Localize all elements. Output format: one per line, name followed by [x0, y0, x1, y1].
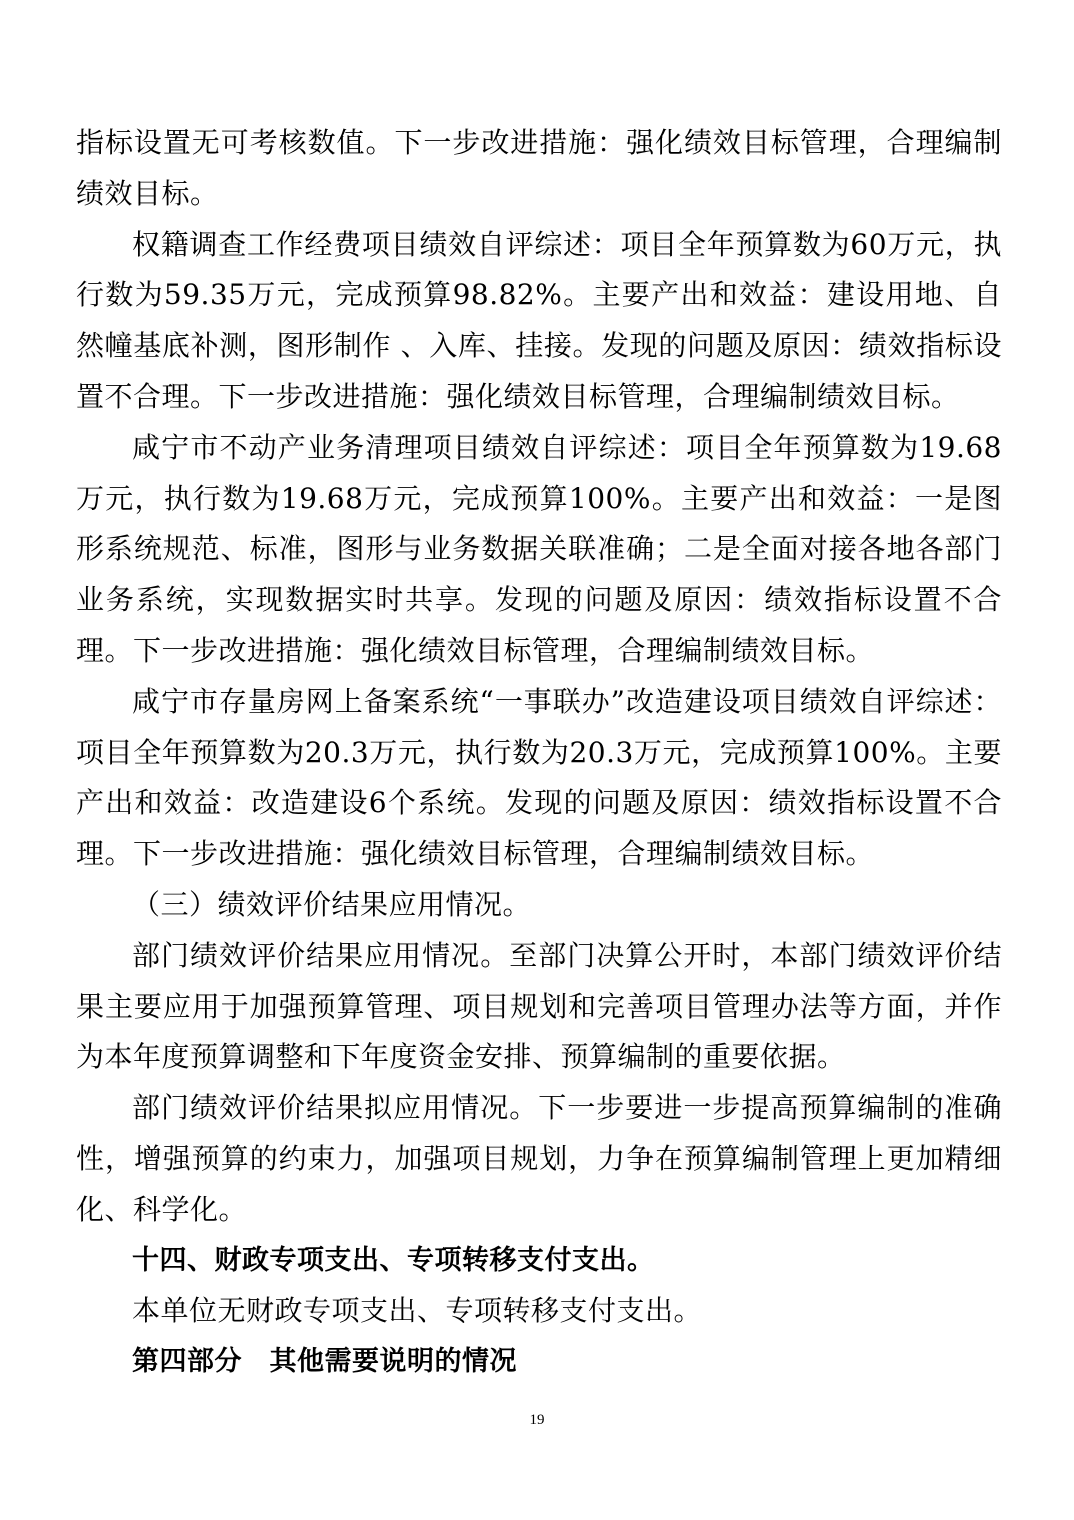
section-heading-fourteen: 十四、财政专项支出、专项转移支付支出。 [132, 1244, 655, 1276]
paragraph-housing-filing-system: 咸宁市存量房网上备案系统“一事联办”改造建设项目绩效自评综述：项目全年预算数为20.3万元，执行数为20.3万元，完成预算100%。主要产出和效益：改造建设6个系统。发现的问题及原因：绩效指标设置不合理。下一步改进措施：强化绩效目标管理，合理编制绩效目标。 [76, 684, 1002, 871]
part-heading-four: 第四部分 其他需要说明的情况 [132, 1346, 517, 1378]
paragraph-property-survey-funding: 权籍调查工作经费项目绩效自评综述：项目全年预算数为60万元，执行数为59.35万元，完成预算98.82%。主要产出和效益：建设用地、自然幢基底补测，图形制作 、入库、挂接。发现的问题及原因：绩效指标设置不合理。下一步改进措施：强化绩效目标管理，合理编制绩效目标。 [76, 227, 1002, 413]
paragraph-planned-application: 部门绩效评价结果拟应用情况。下一步要进一步提高预算编制的准确性，增强预算的约束力，加强项目规划，力争在预算编制管理上更加精细化、科学化。 [76, 1091, 1002, 1226]
paragraph-no-special-expenditure: 本单位无财政专项支出、专项转移支付支出。 [132, 1294, 703, 1328]
paragraph-continuation: 指标设置无可考核数值。下一步改进措施：强化绩效目标管理，合理编制绩效目标。 [76, 126, 1002, 210]
paragraph-results-application: 部门绩效评价结果应用情况。至部门决算公开时，本部门绩效评价结果主要应用于加强预算管理、项目规划和完善项目管理办法等方面，并作为本年度预算调整和下年度资金安排、预算编制的重要依据。 [76, 938, 1002, 1074]
subsection-heading-results-application: （三）绩效评价结果应用情况。 [132, 887, 532, 921]
document-body [76, 118, 1002, 1388]
page-number: 19 [529, 1412, 545, 1428]
paragraph-real-estate-cleanup: 咸宁市不动产业务清理项目绩效自评综述：项目全年预算数为19.68万元，执行数为19.68万元，完成预算100%。主要产出和效益：一是图形系统规范、标准，图形与业务数据关联准确；二是全面对接各地各部门业务系统，实现数据实时共享。发现的问题及原因：绩效指标设置不合理。下一步改进措施：强化绩效目标管理，合理编制绩效目标。 [76, 430, 1002, 667]
